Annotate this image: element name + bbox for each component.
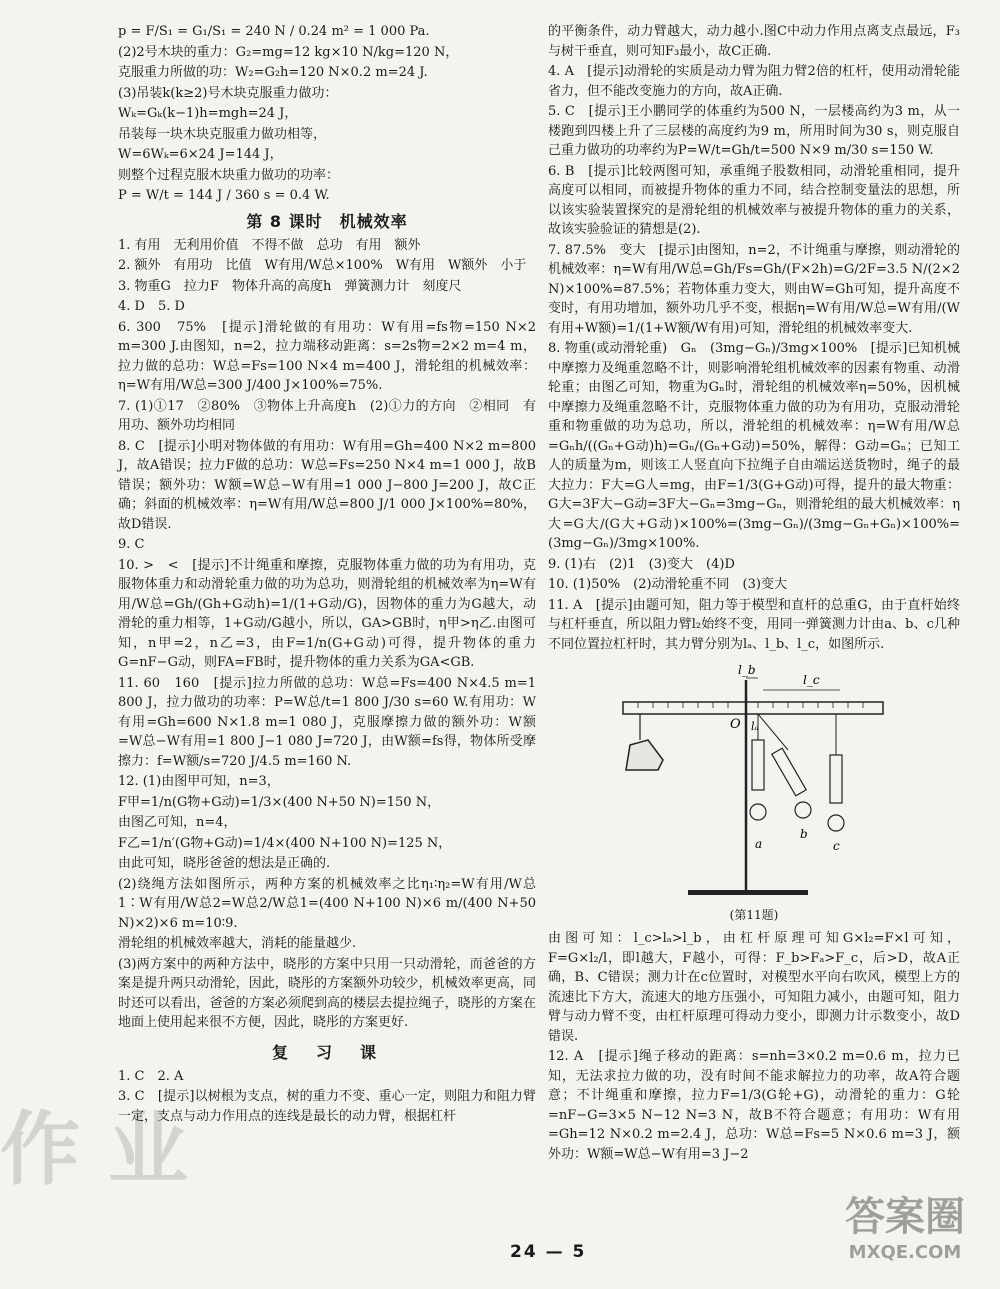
- text-line: 8. 物重(或动滑轮重) Gₙ (3mg−Gₙ)/3mg×100% [提示]已知机械中摩擦力及绳重忽略不计，则影响滑轮组机械效率的因素有物重、动滑轮重；由图乙可知，物重为Gₙ时，滑轮组的机械效率η=50%，因机械中摩擦力及绳重忽略不计，克服物体重力做的功为有用功，克服动滑轮重和物重做的功为总功，所以，滑轮组的机械效率：η=W有用/W总=Gₙh/((Gₙ+G动)h)=Gₙ/(Gₙ+G动)=50%，解得：G动=Gₙ；已知工人的质量为m，则该工人竖直向下拉绳子自由端运送货物时，绳子的最大拉力：F大=G人=mg，由F=1/3(G+G动)可得，提升的最大物重：G大=3F大−G动=3F大−Gₙ=3mg−Gₙ，则滑轮组的最大机械效率：η大=G大/(G大+G动)×100%=(3mg−Gₙ)/(3mg−Gₙ+Gₙ)×100%=(3mg−Gₙ)/3mg×100%.: [548, 341, 960, 551]
- watermark-right: [820, 1195, 990, 1266]
- label-lb: l_b: [738, 663, 756, 677]
- label-b: b: [800, 827, 808, 841]
- text-line: 吊装每一块木块克服重力做功相等，: [118, 126, 327, 142]
- text-line: F乙=1/n′(G物+G动)=1/4×(400 N+100 N)=125 N，: [118, 835, 452, 851]
- lever-diagram: [618, 660, 888, 902]
- label-lc: l_c: [803, 673, 820, 687]
- figure-11: [548, 660, 960, 925]
- review-title: 复 习 课: [271, 1042, 382, 1062]
- text-line: (3)两方案中的两种方法中，晓彤的方案中只用一只动滑轮，而爸爸的方案是提升两只动滑轮，因此，晓彤的方案额外功较少，机械效率更高，同时还可以看出，爸爸的方案必须爬到高的楼层去提拉绳子，晓彤的方案在地面上使用起来很不方便，因此，晓彤的方案更好.: [118, 956, 536, 1030]
- text-line: 5. C [提示]王小鹏同学的体重约为500 N，一层楼高约为3 m，从一楼跑到四楼上升了三层楼的高度约为9 m，所用时间为30 s，则克服自己重力做功的功率约为P=W/t=Gh/t=500 N×9 m/30 s=150 W.: [548, 104, 960, 158]
- right-after-figure-block: [548, 929, 960, 1164]
- text-line: 6. B [提示]比较两图可知，承重绳子股数相同，动滑轮重相同，提升高度可以相同，而被提升物体的重力不同，结合控制变量法的思想，所以该实验装置探究的是滑轮组的机械效率与被提升物体的重力的关系，故该实验验证的猜想是(2).: [548, 163, 960, 237]
- label-o: O: [730, 717, 741, 732]
- text-line: 12. A [提示]绳子移动的距离：s=nh=3×0.2 m=0.6 m，拉力已知，无法求拉力做的功，没有时间不能求解拉力的功率，故A符合题意；不计绳重和摩擦，拉力F=1/3(G轮+G)，动滑轮的重力：G轮=nF−G=3×5 N−12 N=3 N，故B不符合题意；有用功：W有用=Gh=12 N×0.2 m=2.4 J，总功：W总=Fs=5 N×0.6 m=3 J，额外功：W额=W总−W有用=3 J−2: [548, 1049, 960, 1162]
- spring-scale-c: [830, 755, 842, 803]
- text-line: 4. D 5. D: [118, 299, 185, 314]
- text-line: (2)绕绳方法如图所示，两种方案的机械效率之比η₁∶η₂=W有用/W总1∶W有用/W总2=W总2/W总1=(400 N+100 N)×6 m/(400 N+50 N)×2)×6 m=10∶9.: [118, 876, 536, 931]
- text-line: (3)吊装k(k≥2)号木块克服重力做功：: [118, 85, 338, 101]
- left-top-block: [118, 22, 536, 206]
- text-line: 11. 60 160 [提示]拉力所做的总功：W总=Fs=400 N×4.5 m=1 800 J，拉力做功的功率：P=W总/t=1 800 J/30 s=60 W.有用功：W有用=Gh=600 N×1.8 m=1 080 J，克服摩擦力做的额外功：W额=W总−W有用=1 800 J−1 080 J=720 J，由W额=fs得，物体所受摩擦力：f=W额/s=720 J/4.5 m=160 N.: [118, 675, 536, 769]
- text-line: 11. A [提示]由题可知，阻力等于模型和直杆的总重G，由于直杆始终与杠杆垂直，所以阻力臂l₂始终不变，用同一弹簧测力计由a、b、c几种不同位置拉杠杆时，其力臂分别为lₐ、l_b、l_c，如图所示.: [548, 597, 960, 652]
- text-line: 由图乙可知，n=4，: [118, 815, 237, 830]
- watermark-left: 作 业: [0, 1103, 188, 1196]
- label-la: lₐ: [751, 720, 759, 733]
- text-line: 9. (1)右 (2)1 (3)变大 (4)D: [548, 556, 735, 572]
- page-number: 24 — 5: [510, 1242, 587, 1262]
- right-top-block: [548, 22, 960, 654]
- text-line: 1. 有用 无利用价值 不得不做 总功 有用 额外: [118, 237, 421, 253]
- text-line: 的平衡条件，动力臂越大，动力越小.图C中动力作用点离支点最远，F₃与树干垂直，则可知F₃最小，故C正确.: [548, 24, 960, 59]
- spring-scale-a: [752, 740, 764, 790]
- text-line: 10. > < [提示]不计绳重和摩擦，克服物体重力做的功为有用功，克服物体重力和动滑轮重力做的功为总功，则滑轮组的机械效率为η=W有用/W总=Gh/(Gh+G动h)=1/(1+G动/G)，因物体的重力为G越大，动滑轮的重力相等，1+G动/G越小，所以，GA>GB时，η甲>η乙.由图可知，n甲=2，n乙=3，由F=1/n(G+G动)可得，提升物体的重力G=nF−G动，则FA=FB时，提升物体的重力关系为GA<GB.: [118, 557, 536, 670]
- text-line: 由此可知，晓彤爸爸的想法是正确的.: [118, 856, 331, 871]
- text-line: 7. (1)①17 ②80% ③物体上升高度h (2)①力的方向 ②相同 有用功、额外功均相同: [118, 398, 536, 433]
- lever-bar: [623, 702, 883, 714]
- section-title: 第 8 课时 机械效率: [246, 211, 408, 231]
- text-line: F甲=1/n(G物+G动)=1/3×(400 N+50 N)=150 N，: [118, 794, 441, 810]
- model-shape: [626, 740, 663, 770]
- text-line: W=6Wₖ=6×24 J=144 J，: [118, 147, 283, 162]
- right-column: [548, 22, 960, 1165]
- text-line: p = F/S₁ = G₁/S₁ = 240 N / 0.24 m² = 1 000 Pa.: [118, 24, 430, 39]
- text-line: 则整个过程克服木块重力做功的功率：: [118, 167, 340, 183]
- spring-scale-b: [772, 748, 806, 796]
- text-line: P = W/t = 144 J / 360 s = 0.4 W.: [118, 188, 330, 203]
- text-line: 3. 物重G 拉力F 物体升高的高度h 弹簧测力计 刻度尺: [118, 278, 462, 294]
- text-line: 3. C [提示]以树根为支点，树的重力不变、重心一定，则阻力和阻力臂一定，支点与动力作用点的连线是最长的动力臂，根据杠杆: [118, 1089, 536, 1124]
- text-line: 9. C: [118, 537, 145, 552]
- left-section-block: [118, 236, 536, 1033]
- text-line: 滑轮组的机械效率越大，消耗的能量越少.: [118, 936, 357, 951]
- text-line: Wₖ=Gₖ(k−1)h=mgh=24 J，: [118, 106, 298, 121]
- watermark-url: MXQE.COM: [848, 1242, 962, 1263]
- text-line: 克服重力所做的功：W₂=G₂h=120 N×0.2 m=24 J.: [118, 65, 428, 80]
- text-line: 6. 300 75% [提示]滑轮做的有用功：W有用=fs物=150 N×2 m=300 J.由图知，n=2，拉力端移动距离：s=2s物=2×2 m=4 m，拉力做的总功：W总=Fs=100 N×4 m=400 J，滑轮组的机械效率：η=W有用/W总=300 J/400 J×100%=75%.: [118, 319, 536, 393]
- text-line: 由图可知：l_c>lₐ>l_b，由杠杆原理可知G×l₂=F×l可知，F=G×l₂/l，即l越大，F越小，可得：F_b>Fₐ>F_c，后>D，故A正确，B、C错误；测力计在c位置时，对模型水平向右吹风，模型上方的流速比下方大，流速大的地方压强小，可知阻力减小，由题可知，阻力臂与动力臂不变，由杠杆原理可得动力变小，即测力计示数变小，故D错误.: [548, 931, 960, 1044]
- text-line: 7. 87.5% 变大 [提示]由图知，n=2，不计绳重与摩擦，则动滑轮的机械效率：η=W有用/W总=Gh/Fs=Gh/(F×2h)=G/2F=3.5 N/(2×2 N)×100%=87.5%；若物体重力变大，则由W=Gh可知，提升高度不变时，有用功增加，额外功几乎不变，根据η=W有用/W总=W有用/(W有用+W额)=1/(1+W额/W有用)可知，滑轮组的机械效率变大.: [548, 242, 960, 336]
- text-line: 4. A [提示]动滑轮的实质是动力臂为阻力臂2倍的杠杆，使用动滑轮能省力，但不能改变施力的方向，故A正确.: [548, 64, 960, 99]
- label-a: a: [755, 837, 763, 851]
- watermark-logo-text: 答案圈: [845, 1194, 965, 1240]
- text-line: 10. (1)50% (2)动滑轮重不同 (3)变大: [548, 577, 787, 592]
- stand-base: [688, 890, 808, 895]
- text-line: (2)2号木块的重力：G₂=mg=12 kg×10 N/kg=120 N，: [118, 44, 459, 60]
- text-line: 12. (1)由图甲可知，n=3，: [118, 774, 280, 789]
- text-line: 2. 额外 有用功 比值 W有用/W总×100% W有用 W额外 小于: [118, 258, 527, 273]
- text-line: 1. C 2. A: [118, 1068, 184, 1084]
- left-column: [118, 22, 536, 1127]
- label-c: c: [833, 839, 840, 853]
- text-line: 8. C [提示]小明对物体做的有用功：W有用=Gh=400 N×2 m=800 J，故A错误；拉力F做的总功：W总=Fs=250 N×4 m=1 000 J，故B错误；额外功：W额=W总−W有用=1 000 J−800 J=200 J，故C正确；斜面的机械效率：η=W有用/W总=800 J/1 000 J×100%=80%，故D错误.: [118, 438, 536, 532]
- figure-caption: (第11题): [729, 908, 779, 922]
